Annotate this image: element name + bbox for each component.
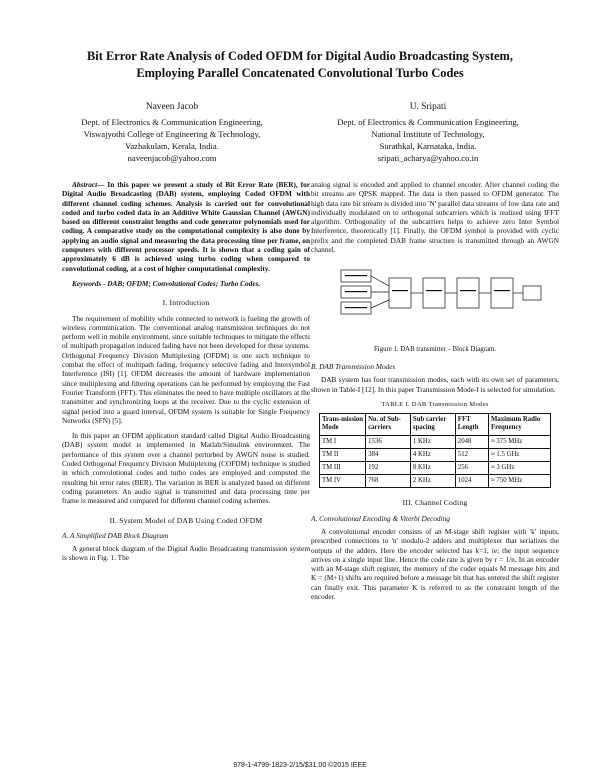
table-header-row [320, 414, 551, 435]
subsection-heading-block-diagram: A. A Simplified DAB Block Diagram [62, 530, 169, 540]
author-name: U. Sripati [409, 102, 447, 112]
author-dept: Dept. of Electronics & Communication Engineering, [81, 117, 263, 127]
table-cell: 1024 [455, 475, 488, 488]
diagram-block [457, 278, 479, 308]
table-row [320, 461, 551, 474]
transmission-modes-paragraph: DAB system has four transmission modes, each with its own set of parameters, shown in Table-I [12]. In this paper Transmission Mode-I is selected for simulation. [311, 375, 559, 394]
subsection-heading-transmission-modes: B. DAB Transmission Modes [311, 361, 396, 371]
table-cell: ≈ 3 GHz [488, 461, 550, 474]
table-cell: 2 KHz [410, 475, 455, 488]
author-institution: National Institute of Technology, [371, 129, 485, 139]
figure-1-caption: Figure 1. DAB transmitter – Block Diagram. [374, 345, 496, 353]
intro-paragraph-1: The requirement of mobility while connected to network is fueling the growth of wireless communication. The conventional analog transmission techniques do not perform well in mobile environment, since suitable techniques to mitigate the effects of multipath propagation induced fading have not been developed for these systems. Orthogonal Frequency Division Multiplexing (OFDM) is one such technique to combat the effect of multipath fading, frequency selective fading and Intersymbol Interference (ISI) [1]. OFDM decreases the amount of hardware implementation since multiplexing and filtering operations can be performed by employing the Fast Fourier Transform (FFT). This eliminates the need to have multiple oscillators at the transmitter and synchronizing loops at the receiver. Due to the cyclic extension of signal period into a guard interval, OFDM system is suitable for Single Frequency Networks (SFN) [5]. [62, 313, 310, 425]
diagram-block [523, 286, 541, 300]
copyright-footer: 978-1-4799-1823-2/15/$31.00 ©2015 IEEE [233, 762, 367, 769]
title-line-1: Bit Error Rate Analysis of Coded OFDM for Digital Audio Broadcasting System, [87, 49, 513, 63]
section-heading-channel-coding: III. Channel Coding [402, 498, 468, 508]
table-cell: ≈ 750 MHz [488, 475, 550, 488]
table-cell: 1 KHz [410, 435, 455, 448]
abstract-text: — In this paper we present a study of Bit Error Rate (BER), for Digital Audio Broadcasting (DAB) system, employing Coded OFDM with different channel coding schemes. Analysis is carried out for convolutional coded and turbo coded data in an Additive White Gaussian Channel (AWGN) based on different constraint lengths and code generator polynomials used for coding. A comparative study on the computational complexity is also done by applying an audio signal and measuring the data processing time per frame, on computers with different processor speeds. It is shown that a coding gain of approximately 6 dB is achieved using turbo coding when compared to convolutional coding, at a cost of higher computational complexity. [62, 180, 310, 273]
table-header-cell: FFT Length [455, 414, 488, 435]
author-block-2 [298, 101, 558, 164]
author-block-1 [42, 101, 302, 164]
channel-paragraph: analog signal is encoded and applied to channel encoder. After channel coding the bit streams are QPSK mapped. The data is then passed to OFDM generator. The high data rate bit stream is divided into 'N' parallel data streams of low data rate and individually modulated on to orthogonal subcarriers which is realized using IFFT algorithm. Orthogonality of the subcarriers helps to achieve zero Inter Symbol Interference, theoretically [1]. Finally, the OFDM symbol is provided with cyclic prefix and the completed DAB frame structure is transmitted through an AWGN channel. [311, 180, 559, 255]
author-dept: Dept. of Electronics & Communication Engineering, [337, 117, 519, 127]
table-header-cell: Sub carrier spacing [410, 414, 455, 435]
table-cell: ≈ 1.5 GHz [488, 448, 550, 461]
diagram-block [389, 278, 411, 308]
table-cell: TM I [320, 435, 366, 448]
transmission-modes-table [319, 413, 551, 488]
author-location: Surathkal, Karnataka, India. [379, 141, 477, 151]
table-cell: 1536 [366, 435, 411, 448]
author-name: Naveen Jacob [145, 102, 199, 112]
table-cell: 2048 [455, 435, 488, 448]
author-email[interactable]: sripati_acharya@yahoo.co.in [377, 153, 479, 163]
convolutional-paragraph: A convolutional encoder consists of an M-stage shift register with 'k' inputs, prescribed connections to 'n' modulo-2 adders and multiplexer that serializes the outputs of the adders. Here the encoder selected has k=1, ie; the input sequence arrives on a single input line. Hence the code rate is given by r = 1/n. In an encoder with an M-stage shift register, the memory of the coder equals M message bits and K = (M+1) shifts are required before a message bit that has entered the shift register can finally exit. This parameter K is referred to as the constraint length of the encoder. [311, 526, 559, 602]
table-cell: ≈ 375 MHz [488, 435, 550, 448]
table-cell: 384 [366, 448, 411, 461]
abstract-label: Abstract [72, 180, 98, 189]
table-header-cell: Trans-mission Mode [320, 414, 366, 435]
diagram-block [423, 278, 445, 308]
intro-paragraph-2: In this paper an OFDM application standard called Digital Audio Broadcasting (DAB) system model is implemented in Matlab/Simulink environment. The performance of this system over a channel perturbed by AWGN noise is studied. Coded Orthogonal Frequency Division Multiplexing (COFDM) technique is studied in which convolutional codes and turbo codes are employed and computed the resulting bit error rates (BER). The variation in BER is analyzed based on different coding parameters. An audio signal is transmitted and data processing time per frame is measured and compared for different channel coding schemes. [62, 431, 310, 506]
table-cell: 192 [366, 461, 411, 474]
author-location: Vazhakulam, Kerala, India. [125, 141, 219, 151]
table-cell: TM III [320, 461, 366, 474]
table-1-caption: TABLE I. DAB Transmission Modes [381, 400, 489, 408]
table-row [320, 448, 551, 461]
table-cell: 512 [455, 448, 488, 461]
section-heading-introduction: I. Introduction [162, 298, 210, 308]
section-heading-system-model: II. System Model of DAB Using Coded OFDM [109, 515, 263, 525]
dab-block-diagram-figure [311, 260, 559, 338]
table-header-cell: No. of Sub-carriers [366, 414, 411, 435]
table-row [320, 435, 551, 448]
subsection-heading-convolutional: A. Convolutional Encoding & Viterbi Decoding [311, 513, 450, 523]
right-column [311, 180, 559, 601]
paper-title [20, 48, 580, 82]
table-cell: TM IV [320, 475, 366, 488]
table-cell: 8 KHz [410, 461, 455, 474]
diagram-block [491, 278, 513, 308]
author-institution: Viswajyothi College of Engineering & Technology, [83, 129, 261, 139]
title-line-2: Employing Parallel Concatenated Convolutional Turbo Codes [136, 66, 464, 80]
block-diagram-paragraph: A general block diagram of the Digital Audio Broadcasting transmission system is shown in Fig. 1. The [62, 544, 310, 563]
abstract [62, 180, 310, 273]
table-cell: 256 [455, 461, 488, 474]
author-email[interactable]: naveenjacob@yahoo.com [127, 153, 217, 163]
keywords: Keywords - DAB; OFDM; Convolutional Codes; Turbo Codes. [72, 278, 261, 288]
table-cell: 768 [366, 475, 411, 488]
table-row [320, 475, 551, 488]
table-header-cell: Maximum Radio Frequency [488, 414, 550, 435]
table-cell: 4 KHz [410, 448, 455, 461]
table-cell: TM II [320, 448, 366, 461]
left-column [62, 180, 310, 563]
